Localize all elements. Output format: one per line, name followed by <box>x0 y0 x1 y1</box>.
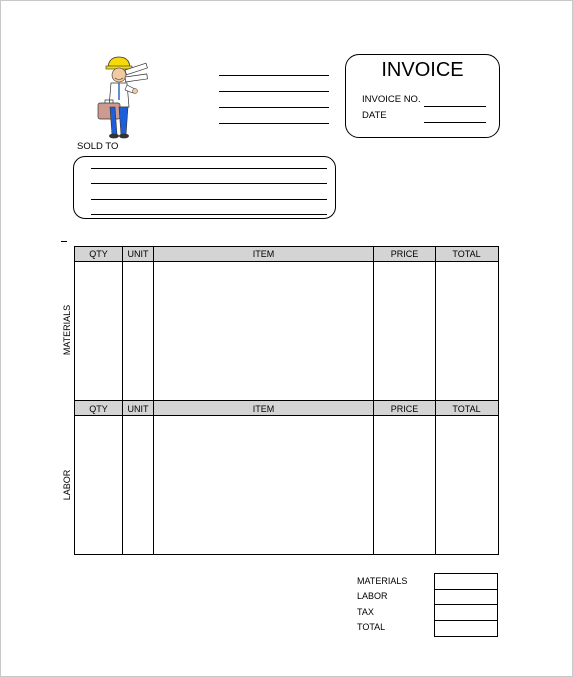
sold-to-line-4[interactable] <box>91 214 327 215</box>
materials-col-item: ITEM <box>252 249 275 259</box>
labor-col-unit: UNIT <box>127 404 149 414</box>
totals-materials-label: MATERIALS <box>357 576 408 586</box>
company-line-2[interactable] <box>219 91 329 92</box>
sold-to-label: SOLD TO <box>77 141 119 152</box>
labor-col-total: TOTAL <box>452 404 481 414</box>
materials-col-qty: QTY <box>89 249 108 259</box>
invoice-header-box <box>345 54 500 138</box>
labor-table <box>74 400 499 555</box>
invoice-title: INVOICE <box>381 59 464 81</box>
materials-col-total: TOTAL <box>452 249 481 259</box>
totals-divider <box>435 620 497 621</box>
margin-tick <box>61 241 67 242</box>
date-label: DATE <box>362 110 387 121</box>
labor-col-item: ITEM <box>252 404 275 414</box>
sold-to-box <box>73 156 336 219</box>
totals-divider <box>435 604 497 605</box>
worker-with-blueprints-icon <box>95 55 155 141</box>
sold-to-line-1[interactable] <box>91 168 327 169</box>
totals-total-label: TOTAL <box>357 622 386 632</box>
totals-labor-label: LABOR <box>357 591 388 601</box>
materials-side-label: MATERIALS <box>62 304 72 356</box>
totals-tax-label: TAX <box>357 607 374 617</box>
sold-to-line-3[interactable] <box>91 199 327 200</box>
materials-col-unit: UNIT <box>127 249 149 259</box>
totals-box <box>434 573 498 637</box>
company-line-4[interactable] <box>219 123 329 124</box>
date-field[interactable] <box>424 122 486 123</box>
company-line-1[interactable] <box>219 75 329 76</box>
labor-col-price: PRICE <box>390 404 419 414</box>
company-line-3[interactable] <box>219 107 329 108</box>
invoice-number-label: INVOICE NO. <box>362 94 421 105</box>
materials-table <box>74 246 499 402</box>
labor-side-label: LABOR <box>62 469 72 501</box>
labor-col-qty: QTY <box>89 404 108 414</box>
materials-col-price: PRICE <box>390 249 419 259</box>
sold-to-line-2[interactable] <box>91 183 327 184</box>
totals-divider <box>435 589 497 590</box>
invoice-number-field[interactable] <box>424 106 486 107</box>
